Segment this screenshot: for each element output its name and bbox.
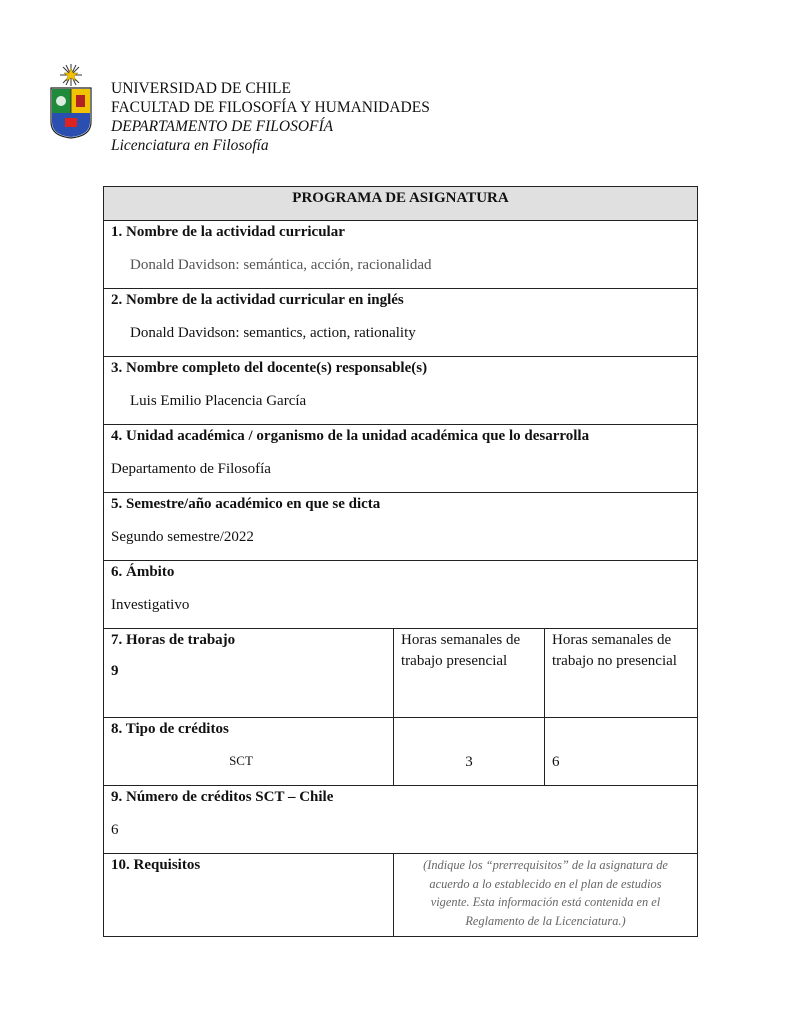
section-10-requirements [104,854,394,937]
section-6-value: Investigativo [111,597,190,613]
credits-no-presencial-value: 6 [552,754,560,770]
section-10-label: 10. Requisitos [111,857,201,873]
requirements-note-line4: Reglamento de la Licenciatura.) [465,913,626,928]
section-9-label: 9. Número de créditos SCT – Chile [111,789,334,805]
department-name: DEPARTAMENTO DE FILOSOFÍA [111,118,334,135]
table-title: PROGRAMA DE ASIGNATURA [104,187,698,221]
section-3-label: 3. Nombre completo del docente(s) responsable(s) [111,360,428,376]
hours-presencial-line2: trabajo presencial [401,653,508,669]
program-name: Licenciatura en Filosofía [111,137,269,154]
section-6-scope [104,561,698,629]
section-5-value: Segundo semestre/2022 [111,529,254,545]
hours-presencial-header [394,629,545,718]
section-5-label: 5. Semestre/año académico en que se dicta [111,496,381,512]
section-4-academic-unit [104,425,698,493]
section-8-label: 8. Tipo de créditos [111,721,229,737]
faculty-name: FACULTAD DE FILOSOFÍA Y HUMANIDADES [111,99,430,116]
credits-no-presencial-cell [545,718,698,786]
hours-no-presencial-header [545,629,698,718]
section-9-sct-credits [104,786,698,854]
requirements-note-line3: vigente. Esta información está contenida en el [430,895,661,909]
section-2-english-name [104,289,698,357]
requirements-note [402,856,689,930]
program-table [103,186,698,937]
university-name: UNIVERSIDAD DE CHILE [111,80,291,97]
section-2-label: 2. Nombre de la actividad curricular en inglés [111,292,404,308]
document-header [48,62,548,152]
section-1-value: Donald Davidson: semántica, acción, racionalidad [130,257,432,273]
credits-presencial-value: 3 [465,754,473,770]
section-3-instructor [104,357,698,425]
requirements-note-line1: (Indique los “prerrequisitos” de la asignatura de [423,858,668,872]
section-1-activity-name [104,221,698,289]
section-6-label: 6. Ámbito [111,564,175,580]
credit-type-value: SCT [229,753,253,768]
section-7-work-hours [104,629,394,718]
section-4-value: Departamento de Filosofía [111,461,271,477]
section-7-value: 9 [111,663,119,679]
section-8-credit-type [104,718,394,786]
university-crest-logo [48,62,94,140]
hours-no-presencial-line2: trabajo no presencial [552,653,677,669]
requirements-note-cell [394,854,698,937]
credits-presencial-cell [394,718,545,786]
section-7-label: 7. Horas de trabajo [111,632,236,648]
institution-block [111,79,430,155]
section-9-value: 6 [111,822,119,838]
section-5-semester [104,493,698,561]
section-2-value: Donald Davidson: semantics, action, rationality [130,325,416,341]
hours-presencial-line1: Horas semanales de [401,632,521,648]
section-1-label: 1. Nombre de la actividad curricular [111,224,345,240]
requirements-note-line2: acuerdo a lo establecido en el plan de estudios [429,876,662,891]
section-3-value: Luis Emilio Placencia García [130,393,307,409]
hours-no-presencial-line1: Horas semanales de [552,632,672,648]
section-4-label: 4. Unidad académica / organismo de la unidad académica que lo desarrolla [111,428,590,444]
